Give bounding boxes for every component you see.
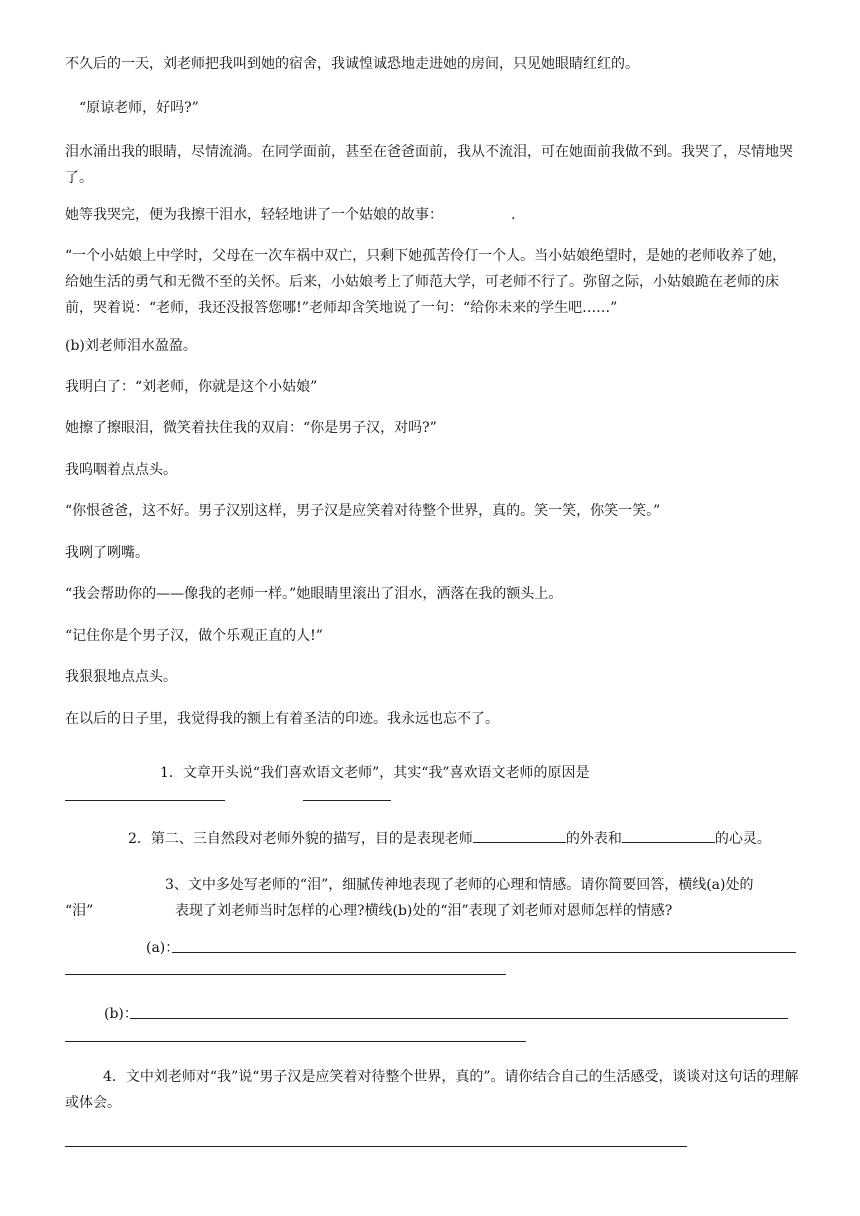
question-3-line-2: 表现了刘老师当时怎样的心理?横线(b)处的“泪”表现了刘老师对恩师怎样的情感?: [175, 903, 673, 919]
paragraph-10: “你恨爸爸，这不好。男子汉别这样，男子汉是应笑着对待整个世界，真的。笑一笑，你笑一笑。”: [65, 503, 661, 519]
answer-line-b-2[interactable]: [65, 1041, 526, 1042]
paragraph-8: 她擦了擦眼泪，微笑着扶住我的双肩：“你是男子汉，对吗?”: [65, 420, 437, 436]
answer-line-q1-a[interactable]: [65, 800, 225, 801]
answer-label-a: (a)：: [146, 940, 180, 956]
paragraph-2: “原谅老师，好吗?”: [79, 100, 199, 116]
question-4: 4．文中刘老师对“我”说“男子汉是应笑着对待整个世界，真的”。请你结合自己的生活感受，谈谈对这句话的理解或体会。: [65, 1069, 799, 1111]
paragraph-7: 我明白了：“刘老师，你就是这个小姑娘”: [65, 379, 318, 395]
paragraph-1: 不久后的一天，刘老师把我叫到她的宿舍，我诚惶诚恐地走进她的房间，只见她眼睛红红的。: [65, 56, 639, 72]
paragraph-11: 我咧了咧嘴。: [65, 545, 149, 561]
answer-blank-q2-b[interactable]: [622, 828, 715, 843]
answer-line-q4[interactable]: [65, 1146, 687, 1147]
paragraph-14: 我狠狠地点点头。: [65, 669, 177, 685]
paragraph-4: 她等我哭完，便为我擦干泪水，轻轻地讲了一个姑娘的故事： .: [65, 207, 516, 223]
question-2: 2．第二、三自然段对老师外貌的描写，目的是表现老师 的外表和 的心灵。: [128, 826, 808, 852]
paragraph-3: 泪水涌出我的眼睛，尽情流淌。在同学面前，甚至在爸爸面前，我从不流泪，可在她面前我做不到。我哭了，尽情地哭了。: [65, 144, 793, 186]
question-1: 1．文章开头说“我们喜欢语文老师”，其实“我”喜欢语文老师的原因是: [160, 765, 590, 781]
paragraph-5: “一个小姑娘上中学时，父母在一次车祸中双亡，只剩下她孤苦伶仃一个人。当小姑娘绝望时，是她的老师收养了她，给她生活的勇气和无微不至的关怀。后来，小姑娘考上了师范大学，可老师不行了。弥留之际，小姑娘跪在老师的床前，哭着说：“老师，我还没报答您哪!”老师却含笑地说了一句：“给你未来的学生吧……”: [65, 248, 787, 316]
paragraph-15: 在以后的日子里，我觉得我的额上有着圣洁的印迹。我永远也忘不了。: [65, 711, 499, 727]
paragraph-12: “我会帮助你的——像我的老师一样。”她眼睛里滚出了泪水，洒落在我的额头上。: [65, 586, 563, 602]
stray-dot: .: [511, 207, 516, 223]
paragraph-9: 我呜咽着点点头。: [65, 462, 177, 478]
answer-label-b: (b)：: [104, 1006, 138, 1022]
answer-line-b-1[interactable]: [130, 1018, 788, 1019]
answer-line-a-2[interactable]: [65, 974, 506, 975]
paragraph-13: “记住你是个男子汉，做个乐观正直的人!”: [65, 628, 323, 644]
answer-line-q1-b[interactable]: [303, 800, 391, 801]
question-3-line-1: 3、文中多处写老师的“泪”，细腻传神地表现了老师的心理和情感。请你简要回答，横线(a)处的: [165, 877, 754, 893]
answer-line-a-1[interactable]: [172, 952, 796, 953]
answer-blank-q2-a[interactable]: [473, 828, 566, 843]
paragraph-6: (b)刘老师泪水盈盈。: [65, 338, 197, 354]
question-3-lead: “泪”: [65, 903, 94, 919]
